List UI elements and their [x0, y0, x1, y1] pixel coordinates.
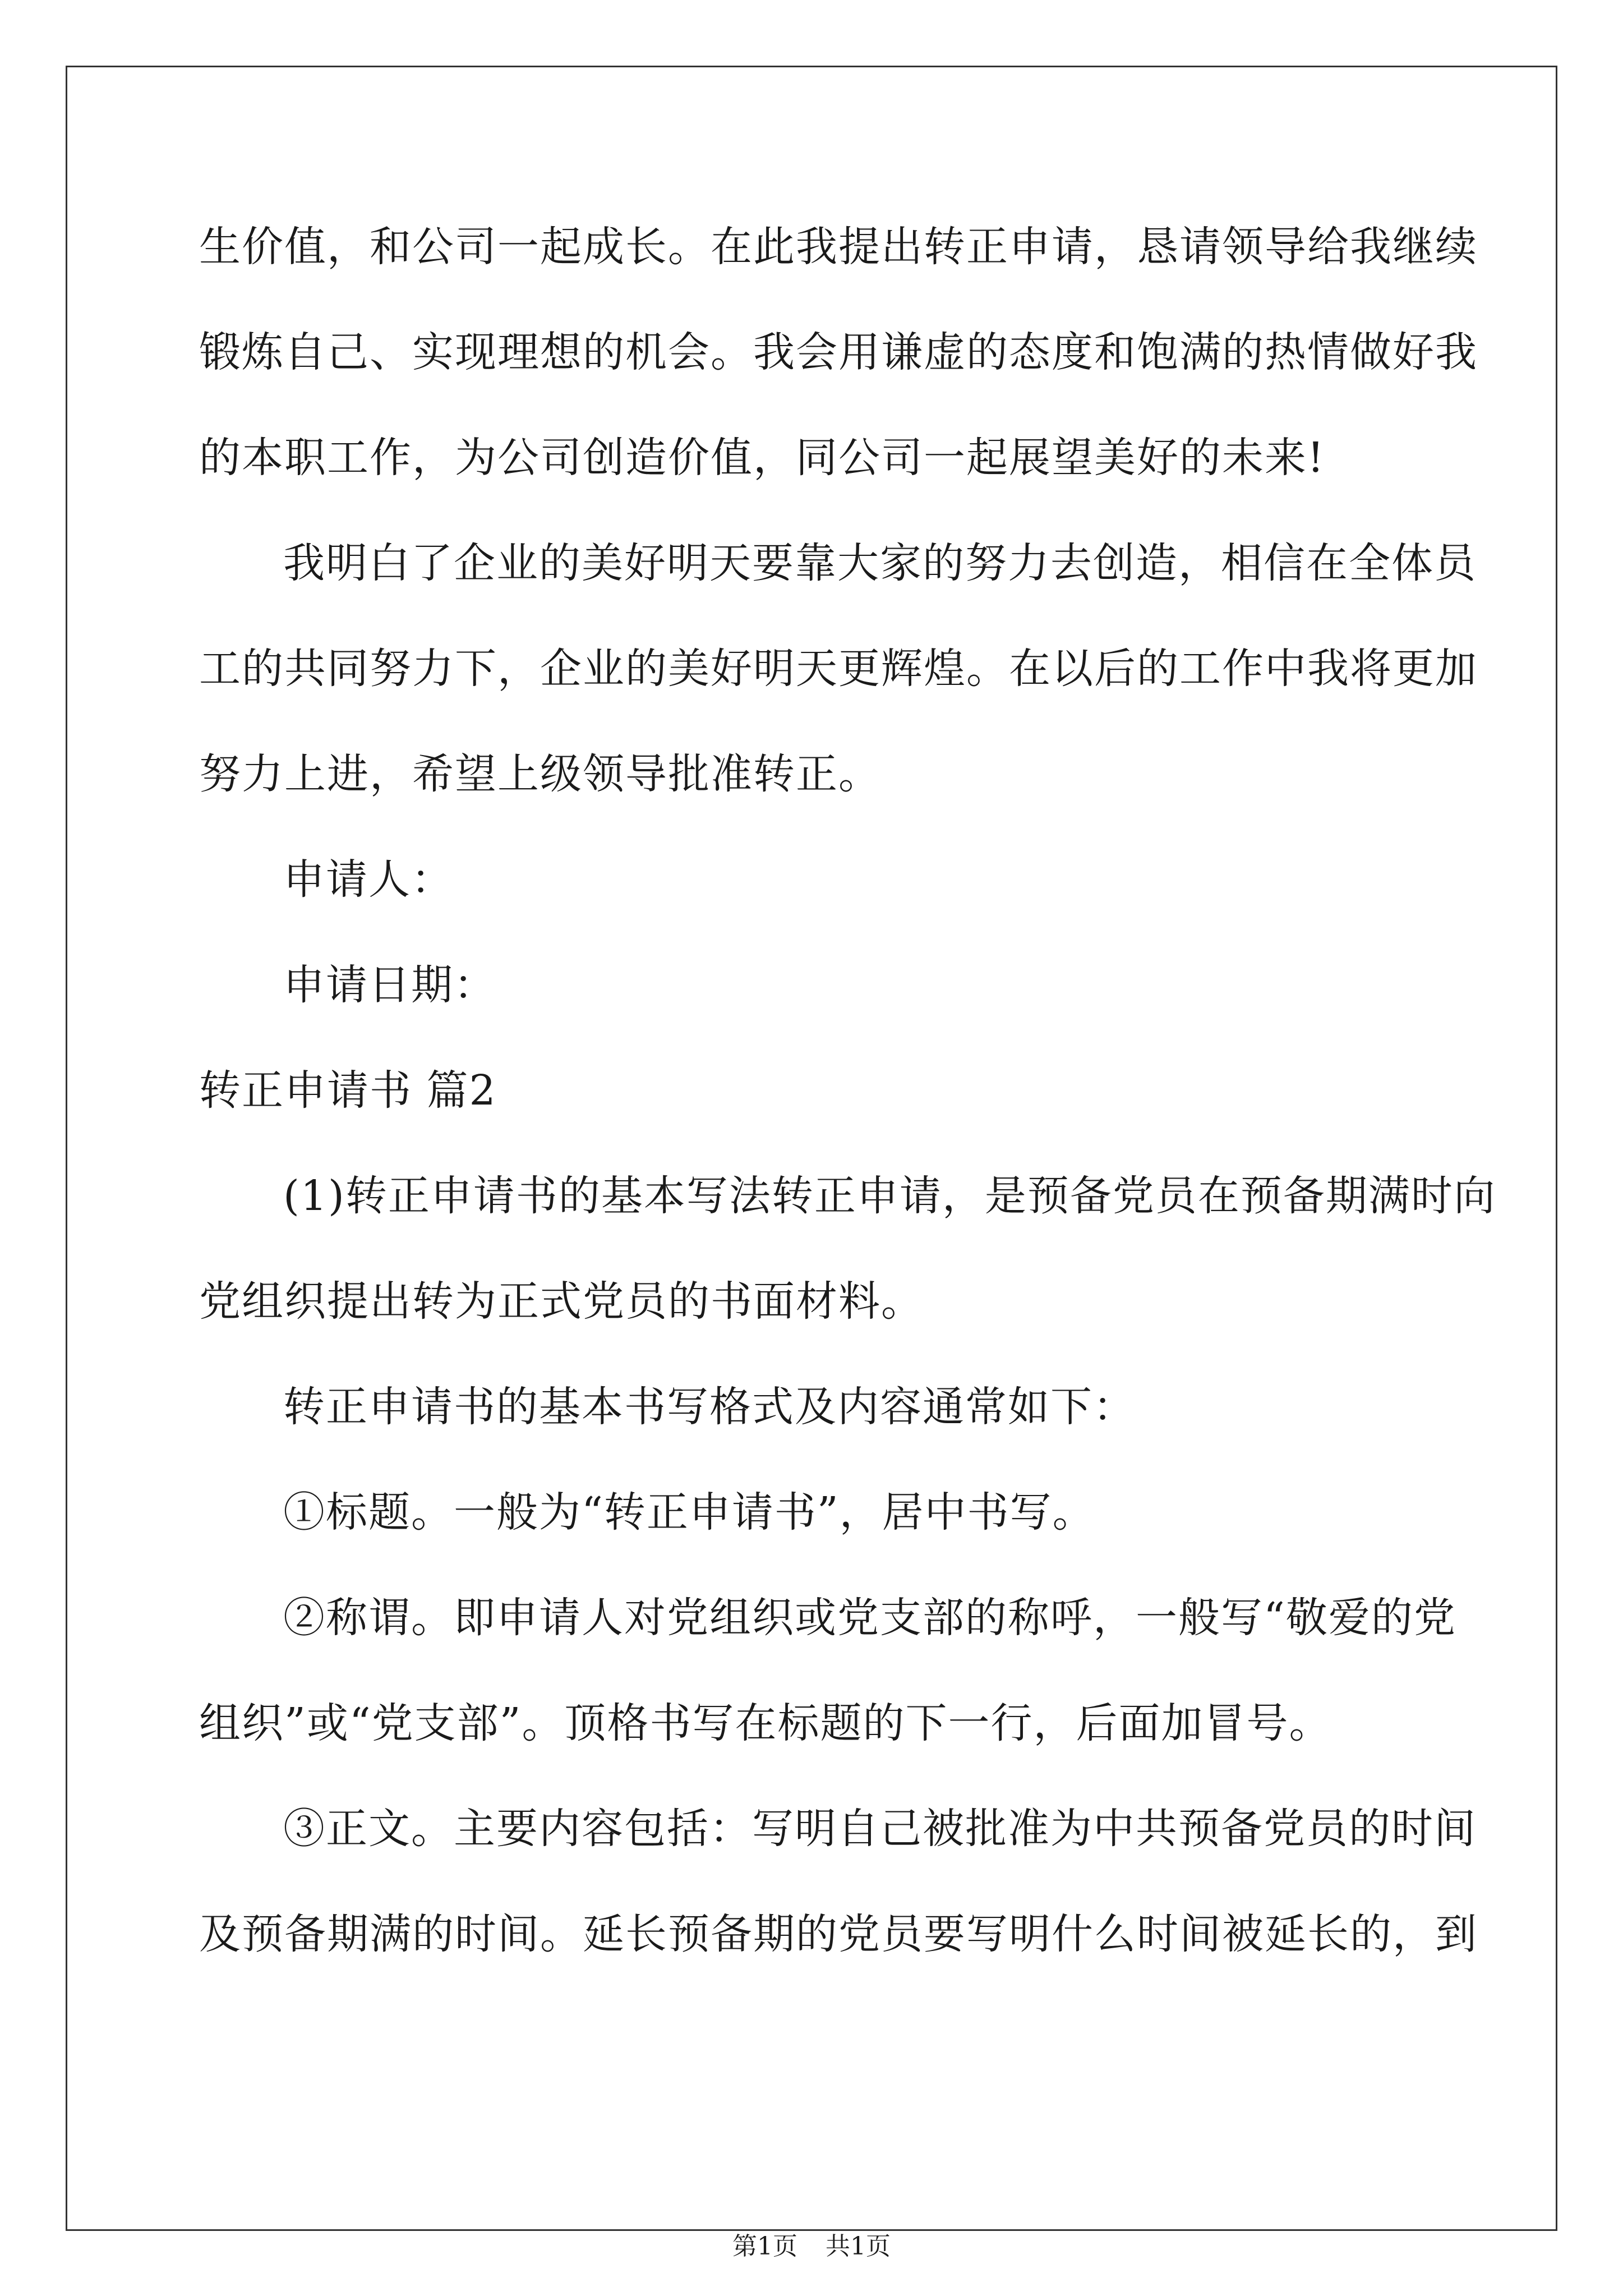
body-line-4: 我明白了企业的美好明天要靠大家的努力去创造，相信在全体员 [283, 539, 1477, 587]
body-line-1: 生价值，和公司一起成长。在此我提出转正申请，恳请领导给我继续 [199, 223, 1478, 271]
body-line-14: ②称谓。即申请人对党组织或党支部的称呼，一般写“敬爱的党 [283, 1594, 1456, 1642]
section-heading: 转正申请书 篇2 [199, 1066, 497, 1115]
body-line-11: 党组织提出转为正式党员的书面材料。 [199, 1277, 924, 1326]
page-total: 共1页 [826, 2232, 891, 2261]
body-line-5: 工的共同努力下，企业的美好明天更辉煌。在以后的工作中我将更加 [199, 645, 1478, 693]
body-line-3: 的本职工作，为公司创造价值，同公司一起展望美好的未来! [199, 434, 1325, 482]
body-line-12: 转正申请书的基本书写格式及内容通常如下： [283, 1383, 1136, 1431]
body-line-10: (1)转正申请书的基本写法转正申请，是预备党员在预备期满时向 [283, 1172, 1496, 1220]
application-date-label: 申请日期： [283, 961, 496, 1009]
applicant-label: 申请人： [283, 855, 454, 904]
page-number: 第1页 [732, 2232, 797, 2261]
body-line-17: 及预备期满的时间。延长预备期的党员要写明什么时间被延长的，到 [199, 1910, 1478, 1958]
body-line-13: ①标题。一般为“转正申请书”，居中书写。 [283, 1488, 1095, 1536]
body-line-16: ③正文。主要内容包括：写明自己被批准为中共预备党员的时间 [283, 1805, 1477, 1853]
page-footer [0, 2230, 1623, 2263]
body-line-15: 组织”或“党支部”。顶格书写在标题的下一行，后面加冒号。 [199, 1699, 1332, 1747]
body-line-2: 锻炼自己、实现理想的机会。我会用谦虚的态度和饱满的热情做好我 [199, 328, 1478, 376]
body-line-6: 努力上进，希望上级领导批准转正。 [199, 750, 881, 798]
